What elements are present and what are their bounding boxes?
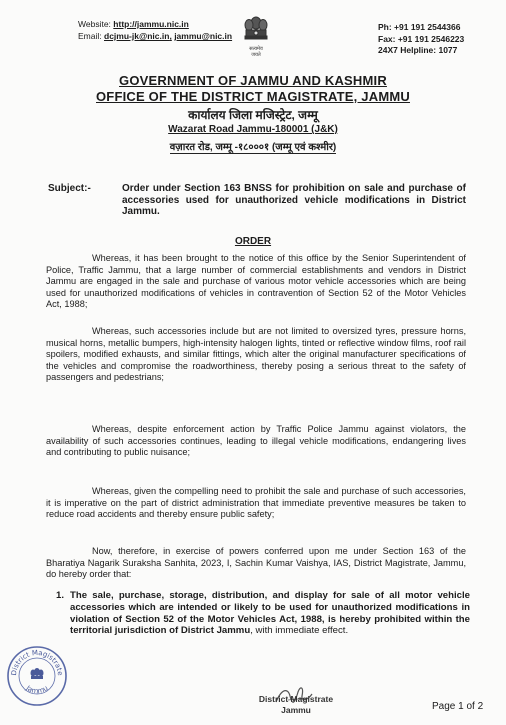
- official-stamp: [6, 645, 68, 707]
- helpline-number: 24X7 Helpline: 1077: [378, 45, 458, 55]
- email-link-2[interactable]: jammu@nic.in: [174, 31, 233, 41]
- svg-text:Jammu: Jammu: [24, 684, 50, 696]
- govt-title: GOVERNMENT OF JAMMU AND KASHMIR: [119, 73, 387, 88]
- svg-text:सत्यमेव: सत्यमेव: [249, 46, 263, 52]
- email-line: Email: dcjmu-jk@nic.in, jammu@nic.in: [78, 31, 233, 41]
- contact-block: [78, 18, 232, 42]
- phone-number: Ph: +91 191 2544366: [378, 22, 461, 32]
- fax-number: Fax: +91 191 2546223: [378, 33, 465, 44]
- email-label: Email:: [78, 31, 102, 41]
- website-label: Website:: [78, 19, 111, 29]
- office-title: OFFICE OF THE DISTRICT MAGISTRATE, JAMMU: [96, 89, 410, 104]
- office-title-hindi: कार्यालय जिला मजिस्ट्रेट, जम्मू: [188, 108, 318, 122]
- paragraph-2: Whereas, such accessories include but are not limited to oversized tyres, pressure horns, musical horns, metallic bumpers, high-intensity halogen lights, tinted or reflective window films, roof rail spoilers, modified exhausts, and similar fittings, which alter the original manufacturer specifications of the vehicles and compromise the roadworthiness, thereby posing a serious threat to the safety of passengers and pedestrians;: [46, 326, 466, 383]
- subject-text: Order under Section 163 BNSS for prohibition on sale and purchase of accessories used for unauthorized vehicle modifications in District Jammu.: [122, 183, 466, 217]
- signatory-location: Jammu: [281, 705, 311, 715]
- paragraph-5: Now, therefore, in exercise of powers conferred upon me under Section 163 of the Bharatiya Nagarik Suraksha Sanhita, 2023, I, Sachin Kumar Vaishya, IAS, District Magistrate, Jammu, do hereby order that:: [46, 546, 466, 580]
- paragraph-3: Whereas, despite enforcement action by Traffic Police Jammu against violators, the availability of such accessories continues, leading to illegal vehicle modifications, endangering lives and contributing to public nuisance;: [46, 424, 466, 458]
- website-line: [78, 18, 232, 30]
- office-address: Wazarat Road Jammu-180001 (J&K): [168, 124, 338, 135]
- office-address-hindi: वज़ारत रोड, जम्मू -१८०००१ (जम्मू एवं कश्मीर): [169, 142, 337, 153]
- paragraph-4: Whereas, given the compelling need to prohibit the sale and purchase of such accessories, it is imperative on the part of district administration that immediate preventive measures be taken to reduce road accidents and thereby ensure public safety;: [46, 486, 466, 520]
- national-emblem-icon: [241, 14, 271, 58]
- order-item-rest-text: , with immediate effect.: [250, 625, 349, 637]
- phone-block: [378, 22, 464, 57]
- order-item-1: [56, 590, 470, 637]
- website-link[interactable]: http://jammu.nic.in: [113, 19, 189, 29]
- paragraph-1: Whereas, it has been brought to the notice of this office by the Senior Superintendent of Police, Traffic Jammu, that a large number of commercial establishments and vendors in District Jammu are engaged in the sale and purchase of various motor vehicle accessories which are being used for unauthorized modifications of vehicles in contravention of Section 52 of the Motor Vehicles Act, 1988;: [46, 253, 466, 310]
- svg-text:District Magistrate: District Magistrate: [9, 648, 65, 677]
- order-item-number: 1.: [56, 590, 65, 601]
- signatory-title: District Magistrate: [258, 694, 334, 704]
- email-link-1[interactable]: dcjmu-jk@nic.in: [104, 31, 170, 41]
- order-item-bold-text: The sale, purchase, storage, distribution, and display for sale of all motor vehicle accessories which are intended or likely to be used for unauthorized modifications in violation of Section 52 of the Motor Vehicles Act, 1988, is hereby prohibited within the territorial jurisdiction of District Jammu: [70, 590, 470, 637]
- order-heading: ORDER: [234, 236, 272, 247]
- subject-label: Subject:-: [48, 183, 91, 194]
- signatory-designation: [258, 694, 334, 716]
- svg-text:जयते: जयते: [251, 52, 261, 58]
- page-number: Page 1 of 2: [432, 701, 484, 712]
